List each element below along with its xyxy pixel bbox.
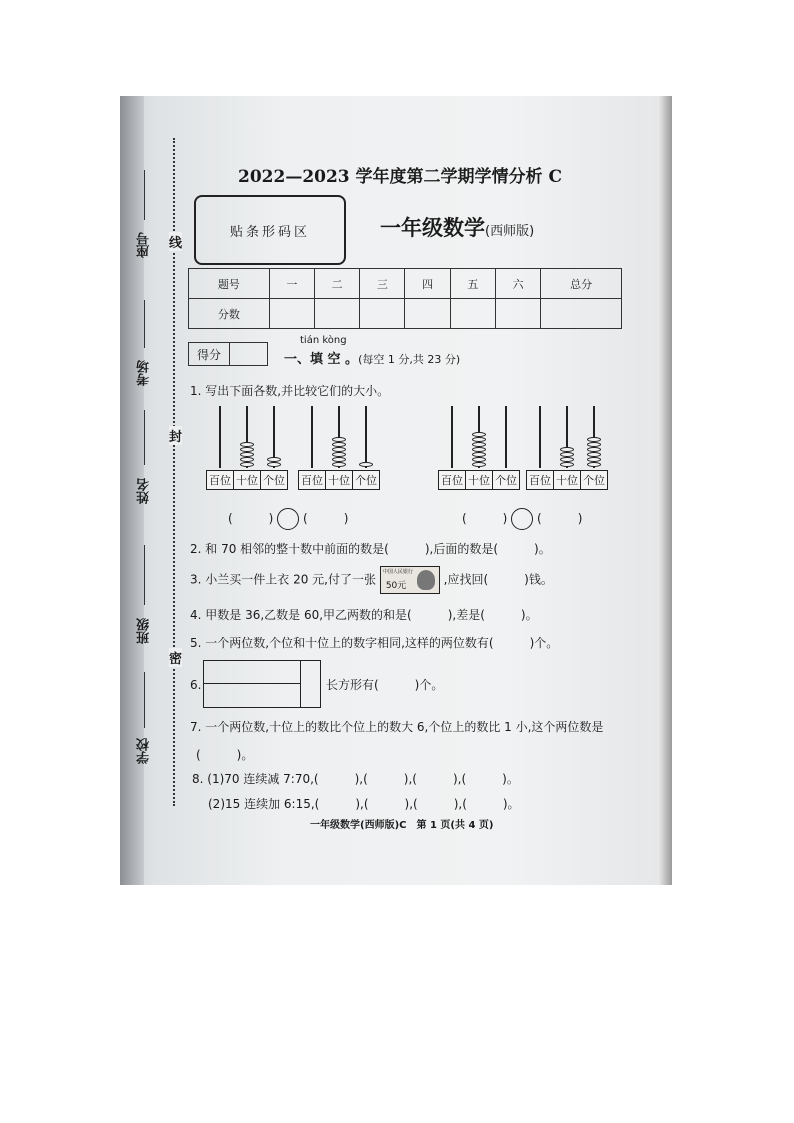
ones-label: 个位 [260, 470, 288, 490]
question-8-part-1: 8. (1)70 连续减 7:70,( ),( ),( ),( )。 [192, 772, 519, 786]
abacus-4 [526, 404, 610, 490]
question-6: 长方形有( )个。 [326, 678, 444, 692]
hundreds-label: 百位 [298, 470, 326, 490]
section-score-box [188, 342, 268, 366]
abacus-bead [587, 437, 601, 442]
abacus-bead [240, 462, 254, 467]
question-4: 4. 甲数是 36,乙数是 60,甲乙两数的和是( ),差是( )。 [190, 608, 538, 622]
abacus-bead [332, 447, 346, 452]
abacus-bead [560, 462, 574, 467]
exam-room-label: 考场 [137, 360, 152, 386]
abacus-2 [298, 404, 382, 490]
banknote-value: 50元 [385, 581, 407, 591]
figure-horizontal-line [204, 683, 300, 684]
portrait-icon [417, 570, 435, 590]
abacus-rod [505, 406, 507, 468]
abacus-1 [206, 404, 290, 490]
abacus-labels [298, 470, 379, 490]
exam-title: 2022—2023 学年度第二学期学情分析 C [238, 167, 562, 187]
tens-label: 十位 [465, 470, 493, 490]
abacus-bead [240, 452, 254, 457]
abacus-labels [206, 470, 287, 490]
score-blank[interactable] [450, 299, 495, 329]
page-footer: 一年级数学(西师版)C 第 1 页(共 4 页) [310, 820, 494, 831]
school-blank [144, 672, 145, 728]
score-cell: 三 [360, 269, 405, 299]
subject-edition: (西师版) [485, 224, 535, 239]
section-title: 一、填 空 。 [284, 352, 359, 367]
abacus-bead [240, 442, 254, 447]
section-pinyin: tián kòng [300, 335, 347, 346]
subject-title [380, 212, 534, 242]
question-1: 1. 写出下面各数,并比较它们的大小。 [190, 384, 390, 398]
question-5: 5. 一个两位数,个位和十位上的数字相同,这样的两位数有( )个。 [190, 636, 559, 650]
score-cell: 四 [405, 269, 450, 299]
question-3 [190, 566, 553, 594]
question-8-part-2: (2)15 连续加 6:15,( ),( ),( ),( )。 [208, 797, 520, 811]
abacus-labels [526, 470, 607, 490]
abacus-bead [332, 452, 346, 457]
abacus-bead [332, 457, 346, 462]
class-blank [144, 545, 145, 605]
abacus-rod [365, 406, 367, 468]
ones-label: 个位 [352, 470, 380, 490]
abacus-rod [219, 406, 221, 468]
hundreds-label: 百位 [438, 470, 466, 490]
class-label: 班级 [137, 618, 152, 644]
score-blank[interactable] [495, 299, 540, 329]
score-cell: 总分 [541, 269, 622, 299]
score-blank[interactable] [360, 299, 405, 329]
figure-vertical-line [300, 661, 301, 707]
ones-label: 个位 [492, 470, 520, 490]
hundreds-label: 百位 [526, 470, 554, 490]
abacus-bead [560, 447, 574, 452]
question-7-answer: ( )。 [196, 748, 254, 762]
seal-mark-line: 线 [169, 232, 182, 251]
abacus-bead [587, 442, 601, 447]
seal-mark-seal: 封 [169, 426, 182, 445]
tens-label: 十位 [553, 470, 581, 490]
seal-mark-secret: 密 [169, 648, 182, 667]
seat-label: 座号 [137, 232, 152, 258]
abacus-bead [332, 462, 346, 467]
question-3-text: 3. 小兰买一件上衣 20 元,付了一张 [190, 572, 376, 587]
abacus-rod [451, 406, 453, 468]
compare-row-1 [228, 508, 348, 530]
score-table [188, 268, 622, 329]
hundreds-label: 百位 [206, 470, 234, 490]
abacus-bead [332, 442, 346, 447]
abacus-rod [311, 406, 313, 468]
abacus-bead [587, 447, 601, 452]
abacus-bead [267, 462, 281, 467]
abacus-bead [332, 437, 346, 442]
question-3-text-end: ,应找回( )钱。 [443, 572, 553, 587]
compare-blank-left[interactable]: ( ) [228, 511, 274, 526]
score-blank[interactable] [315, 299, 360, 329]
score-cell: 五 [450, 269, 495, 299]
abacus-bead [560, 452, 574, 457]
abacus-bead [472, 452, 486, 457]
abacus-bead [472, 442, 486, 447]
score-table-header-row [189, 269, 622, 299]
rectangle-figure [203, 660, 321, 708]
abacus-bead [560, 457, 574, 462]
abacus-bead [587, 457, 601, 462]
seat-blank [144, 170, 145, 220]
score-cell: 六 [495, 269, 540, 299]
abacus-rod [539, 406, 541, 468]
section-heading [284, 348, 460, 367]
compare-circle[interactable] [277, 508, 299, 530]
abacus-bead [587, 462, 601, 467]
abacus-bead [472, 457, 486, 462]
abacus-bead [240, 447, 254, 452]
section-score-label: 得分 [189, 343, 230, 365]
name-blank [144, 410, 145, 465]
score-row-label: 分数 [189, 299, 270, 329]
exam-room-blank [144, 300, 145, 348]
score-blank[interactable] [269, 299, 314, 329]
compare-blank-right[interactable]: ( ) [537, 511, 583, 526]
abacus-bead [359, 462, 373, 467]
abacus-bead [267, 457, 281, 462]
score-cell: 一 [269, 269, 314, 299]
banknote-50-icon [380, 566, 440, 594]
abacus-bead [472, 462, 486, 467]
abacus-bead [240, 457, 254, 462]
compare-row-2 [462, 508, 582, 530]
section-note: (每空 1 分,共 23 分) [358, 353, 461, 366]
score-blank[interactable] [405, 299, 450, 329]
abacus-bead [587, 452, 601, 457]
question-7: 7. 一个两位数,十位上的数比个位上的数大 6,个位上的数比 1 小,这个两位数是 [190, 720, 604, 734]
compare-blank-right[interactable]: ( ) [303, 511, 349, 526]
banknote-bank-name: 中国人民银行 [382, 569, 413, 575]
abacus-labels [438, 470, 519, 490]
abacus-3 [438, 404, 522, 490]
compare-blank-left[interactable]: ( ) [462, 511, 508, 526]
subject-name: 一年级数学 [380, 216, 485, 240]
abacus-bead [472, 437, 486, 442]
tens-label: 十位 [233, 470, 261, 490]
question-6-number: 6. [190, 678, 202, 692]
photo-right-edge [658, 96, 672, 885]
abacus-bead [472, 447, 486, 452]
ones-label: 个位 [580, 470, 608, 490]
abacus-bead [472, 432, 486, 437]
compare-circle[interactable] [511, 508, 533, 530]
question-2: 2. 和 70 相邻的整十数中前面的数是( ),后面的数是( )。 [190, 542, 551, 556]
tens-label: 十位 [325, 470, 353, 490]
score-cell: 题号 [189, 269, 270, 299]
barcode-area: 贴条形码区 [194, 195, 346, 265]
score-cell: 二 [315, 269, 360, 299]
score-table-score-row [189, 299, 622, 329]
name-label: 姓名 [137, 478, 152, 504]
school-label: 学校 [137, 738, 152, 764]
score-blank[interactable] [541, 299, 622, 329]
